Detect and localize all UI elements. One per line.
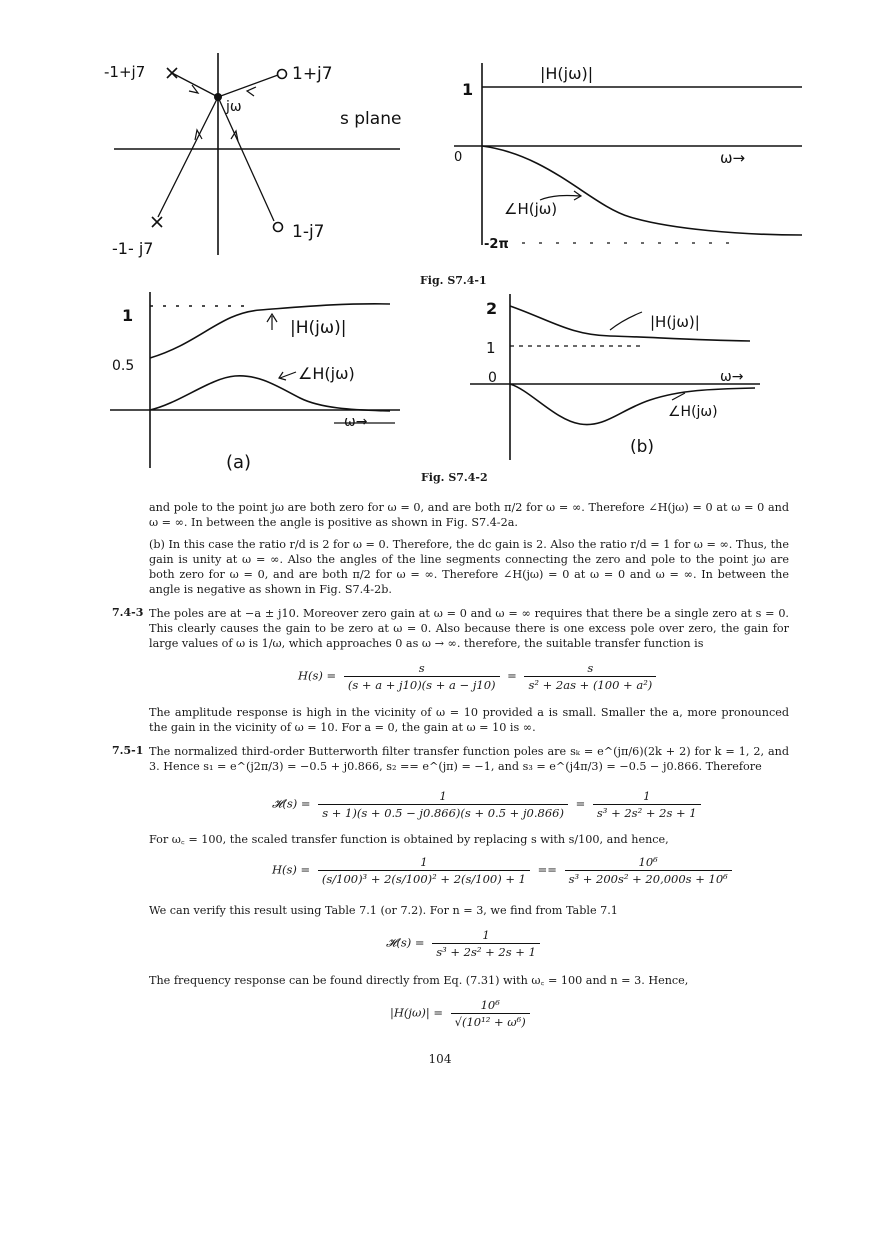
zero-bottom-marker [274,223,283,232]
fig-s7-4-1-s-plane [100,45,420,260]
caption-fig-s7-4-2: Fig. S7.4-2 [421,471,488,484]
paragraph-a-continued: and pole to the point jω are both zero for ω = 0, and are both π/2 for ω = ∞. Therefore ∠H(jω) = 0 at ω = 0 and ω = ∞. In between the angle is positive as shown in Fig. S7.4-2a. [149,501,789,529]
equation-1: H(s) = $\frac{s}{(s + a + j10)(s + a - j10)}$ = $\frac{s}{\text{s² + 2as + (100 + a²)}}$ [298,661,660,692]
zero-label: 0 [488,370,497,386]
plane-label: s plane [340,109,402,129]
magnitude-curve [150,304,390,358]
mag-label: |H(jω)| [650,313,700,331]
phase-label: ∠H(jω) [298,364,355,383]
equation-2: 𝓗(s) = $\frac{1}{s + 1)(s + 0.5 - j0.866)(s + 0.5 + j0.866)}$ = $\frac{1}{\text{s³ + 2s² + 2s + 1}}$ [272,789,705,820]
two-label: 2 [486,299,498,318]
mag-label: |H(jω)| [540,64,594,83]
fig-s7-4-2a [100,288,420,478]
panel-label: (b) [630,437,655,457]
phase-curve [510,384,755,425]
point-jw [214,93,222,101]
fig-b-drawing [460,290,800,465]
caption-fig-s7-4-1: Fig. S7.4-1 [420,274,487,287]
pole-top-marker [167,68,177,78]
one-label: 1 [462,80,474,99]
omega-label: ω→ [720,369,744,385]
fig-a-drawing [100,288,420,478]
paragraph-amplitude: The amplitude response is high in the vicinity of ω = 10 provided a is small. Smaller the a, more pronounced the gain in the vicinity of ω = 10. For a = 0, the gain at ω = 10 is ∞. [149,706,789,734]
page-number: 104 [428,1052,452,1066]
problem-number-7-5-1: 7.5-1 [112,744,144,757]
one-label: 1 [122,306,134,325]
response-drawing [440,55,810,255]
zero-top-label: 1+j7 [292,64,333,84]
minus2pi-label: -2π [484,237,509,252]
pole-bottom-label: -1- j7 [112,239,154,258]
equation-3: H(s) = $\frac{1}{\text{(s/100)³ + 2(s/100)² + 2(s/100) + 1}}$ == $\frac{\text{10⁶}}{\text{s³ + 200s² + 20,000s + 10⁶}}$ [272,855,736,886]
mag-label: |H(jω)| [290,318,347,338]
paragraph-b: (b) In this case the ratio r/d is 2 for ω = 0. Therefore, the dc gain is 2. Also the ratio r/d = 1 for ω = ∞. Thus, the gain is unity at ω = ∞. Also the angles of the line segments connecting the zero and pole to the point jω are both zero for ω = 0, and are both π/2 for ω = ∞. Therefore ∠H(jω) = 0 at ω = 0 and ω = ∞. In between the angle is negative as shown in Fig. S7.4-2b. [149,538,789,596]
pole-top-label: -1+j7 [104,63,146,81]
phase-label: ∠H(jω) [668,404,718,420]
s-plane-drawing [100,45,420,260]
equation-5: |H(jω)| = $\frac{\text{10⁶}}{\text{√(10¹² + ω⁶)}}$ [390,998,534,1029]
paragraph-scaled: For ω꜀ = 100, the scaled transfer function is obtained by replacing s with s/100, and hence, [149,833,669,846]
zero-bottom-label: 1-j7 [292,222,325,242]
one-label: 1 [486,339,496,357]
paragraph-verify: We can verify this result using Table 7.1 (or 7.2). For n = 3, we find from Table 7.1 [149,904,618,917]
phase-label: ∠H(jω) [504,200,558,218]
fig-s7-4-2b [460,290,800,465]
panel-label: (a) [226,452,252,473]
equation-4: 𝓗(s) = $\frac{1}{\text{s³ + 2s² + 2s + 1}}$ [386,928,544,959]
pole-bottom-marker [152,217,162,227]
omega-label: ω→ [344,414,368,430]
zero-top-marker [278,70,287,79]
fig-s7-4-1-response [440,55,810,255]
zero-label: 0 [454,150,463,165]
phase-curve [482,146,802,235]
half-label: 0.5 [112,358,135,374]
omega-label: ω→ [720,149,746,167]
magnitude-curve [510,306,750,341]
paragraph-7-5-1: The normalized third-order Butterworth filter transfer function poles are sₖ = e^(jπ/6)(2k + 2) for k = 1, 2, and 3. Hence s₁ = e^(j2π/3) = −0.5 + j0.866, s₂ == e^(jπ) = −1, and s₃ = e^(j4π/3) = −0.5 − j0.866. Therefore [149,745,789,773]
paragraph-frequency-response: The frequency response can be found directly from Eq. (7.31) with ω꜀ = 100 and n = 3. Hence, [149,974,689,987]
paragraph-7-4-3: The poles are at −a ± j10. Moreover zero gain at ω = 0 and ω = ∞ requires that there be a single zero at s = 0. This clearly causes the gain to be zero at ω = 0. Also because there is one excess pole over zero, the gain for large values of ω is 1/ω, which approaches 0 as ω → ∞. therefore, the suitable transfer function is [149,607,789,650]
problem-number-7-4-3: 7.4-3 [112,606,144,619]
point-label: jω [226,99,242,115]
